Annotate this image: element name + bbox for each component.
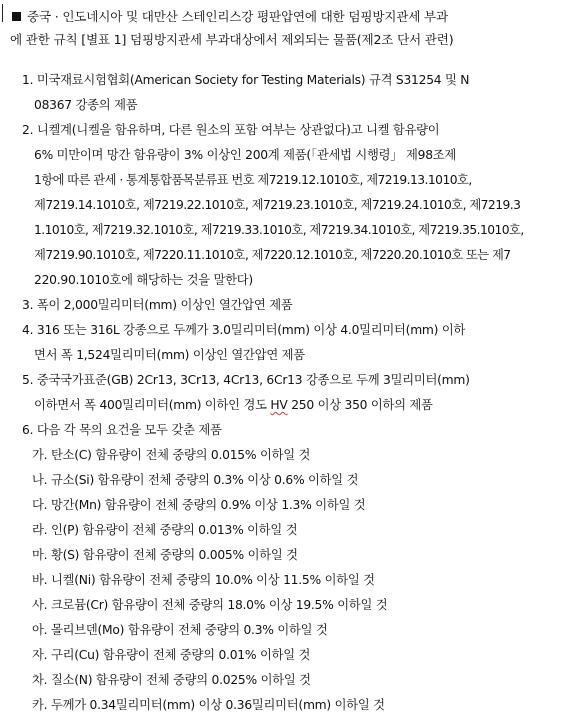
list-item-1 [22, 68, 562, 118]
list-item-4 [22, 318, 562, 368]
sub-item-ra: 라. 인(P) 함유량이 전체 중량의 0.013% 이하일 것 [32, 523, 298, 537]
text-cursor [2, 4, 3, 22]
sub-item-sa: 사. 크로뮴(Cr) 함유량이 전체 중량의 18.0% 이상 19.5% 이하일 것 [32, 598, 388, 612]
item-text-line: 08367 강종의 제품 [34, 98, 138, 112]
item-text-line: 2. 니켈계(니켈을 함유하며, 다른 원소의 포함 여부는 상관없다)고 니켈 함유량이 [22, 123, 440, 137]
spellcheck-underlined-text: HV [270, 398, 288, 412]
item-text-line: 1.1010호, 제7219.32.1010호, 제7219.33.1010호, 제7219.34.1010호, 제7219.35.1010호, [34, 223, 524, 237]
item-text-line: 4. 316 또는 316L 강종으로 두께가 3.0밀리미터(mm) 이상 4.0밀리미터(mm) 이하 [22, 323, 466, 337]
document-title [10, 5, 565, 51]
sub-item-a: 아. 몰리브덴(Mo) 함유량이 전체 중량의 0.3% 이하일 것 [32, 623, 328, 637]
list-item-2 [22, 118, 562, 293]
square-bullet-icon [12, 12, 21, 21]
sub-item-ja: 자. 구리(Cu) 함유량이 전체 중량의 0.01% 이하일 것 [32, 648, 311, 662]
list-item-3 [22, 293, 562, 318]
sub-item-cha: 차. 질소(N) 함유량이 전체 중량의 0.025% 이하일 것 [32, 673, 311, 687]
sub-item-ma: 마. 황(S) 함유량이 전체 중량의 0.005% 이하일 것 [32, 548, 298, 562]
sub-item-ga: 가. 탄소(C) 함유량이 전체 중량의 0.015% 이하일 것 [32, 448, 311, 462]
item-text-line: 3. 폭이 2,000밀리미터(mm) 이상인 열간압연 제품 [22, 298, 293, 312]
item-text-line: 1항에 따른 관세 · 통계통합품목분류표 번호 제7219.12.1010호, 제7219.13.1010호, [34, 173, 472, 187]
exclusion-list [22, 68, 562, 718]
item-text-line: 이하면서 폭 400밀리미터(mm) 이하인 경도 HV 250 이상 350 이하의 제품 [34, 398, 433, 412]
list-item-5 [22, 368, 562, 418]
item-text-line: 제7219.90.1010호, 제7220.11.1010호, 제7220.12.1010호, 제7220.20.1010호 또는 제7 [34, 248, 511, 262]
title-line-2: 에 관한 규칙 [별표 1] 덤핑방지관세 부과대상에서 제외되는 물품(제2조 단서 관련) [10, 32, 454, 47]
title-line-1: 중국 · 인도네시아 및 대만산 스테인리스강 평판압연에 대한 덤핑방지관세 부과 [10, 5, 565, 28]
item-heading: 6. 다음 각 목의 요건을 모두 갖춘 제품 [22, 423, 222, 437]
item-text-line: 1. 미국재료시험협회(American Society for Testing Materials) 규격 S31254 및 N [22, 73, 470, 87]
item-text-line: 5. 중국국가표준(GB) 2Cr13, 3Cr13, 4Cr13, 6Cr13 강종으로 두께 3밀리미터(mm) [22, 373, 470, 387]
item-text-line: 220.90.1010호에 해당하는 것을 말한다) [34, 273, 253, 287]
list-item-6 [22, 418, 562, 718]
item-text-line: 6% 미만이며 망간 함유량이 3% 이상인 200계 제품(「관세법 시행령」 제98조제 [34, 148, 457, 162]
sub-item-da: 다. 망간(Mn) 함유량이 전체 중량의 0.9% 이상 1.3% 이하일 것 [32, 498, 366, 512]
item-text-line: 면서 폭 1,524밀리미터(mm) 이상인 열간압연 제품 [34, 348, 305, 362]
sub-item-ka: 카. 두께가 0.34밀리미터(mm) 이상 0.36밀리미터(mm) 이하일 것 [32, 698, 385, 712]
sub-item-ba: 바. 니켈(Ni) 함유량이 전체 중량의 10.0% 이상 11.5% 이하일 것 [32, 573, 375, 587]
item-text-line: 제7219.14.1010호, 제7219.22.1010호, 제7219.23.1010호, 제7219.24.1010호, 제7219.3 [34, 198, 521, 212]
sub-item-na: 나. 규소(Si) 함유량이 전체 중량의 0.3% 이상 0.6% 이하일 것 [32, 473, 359, 487]
